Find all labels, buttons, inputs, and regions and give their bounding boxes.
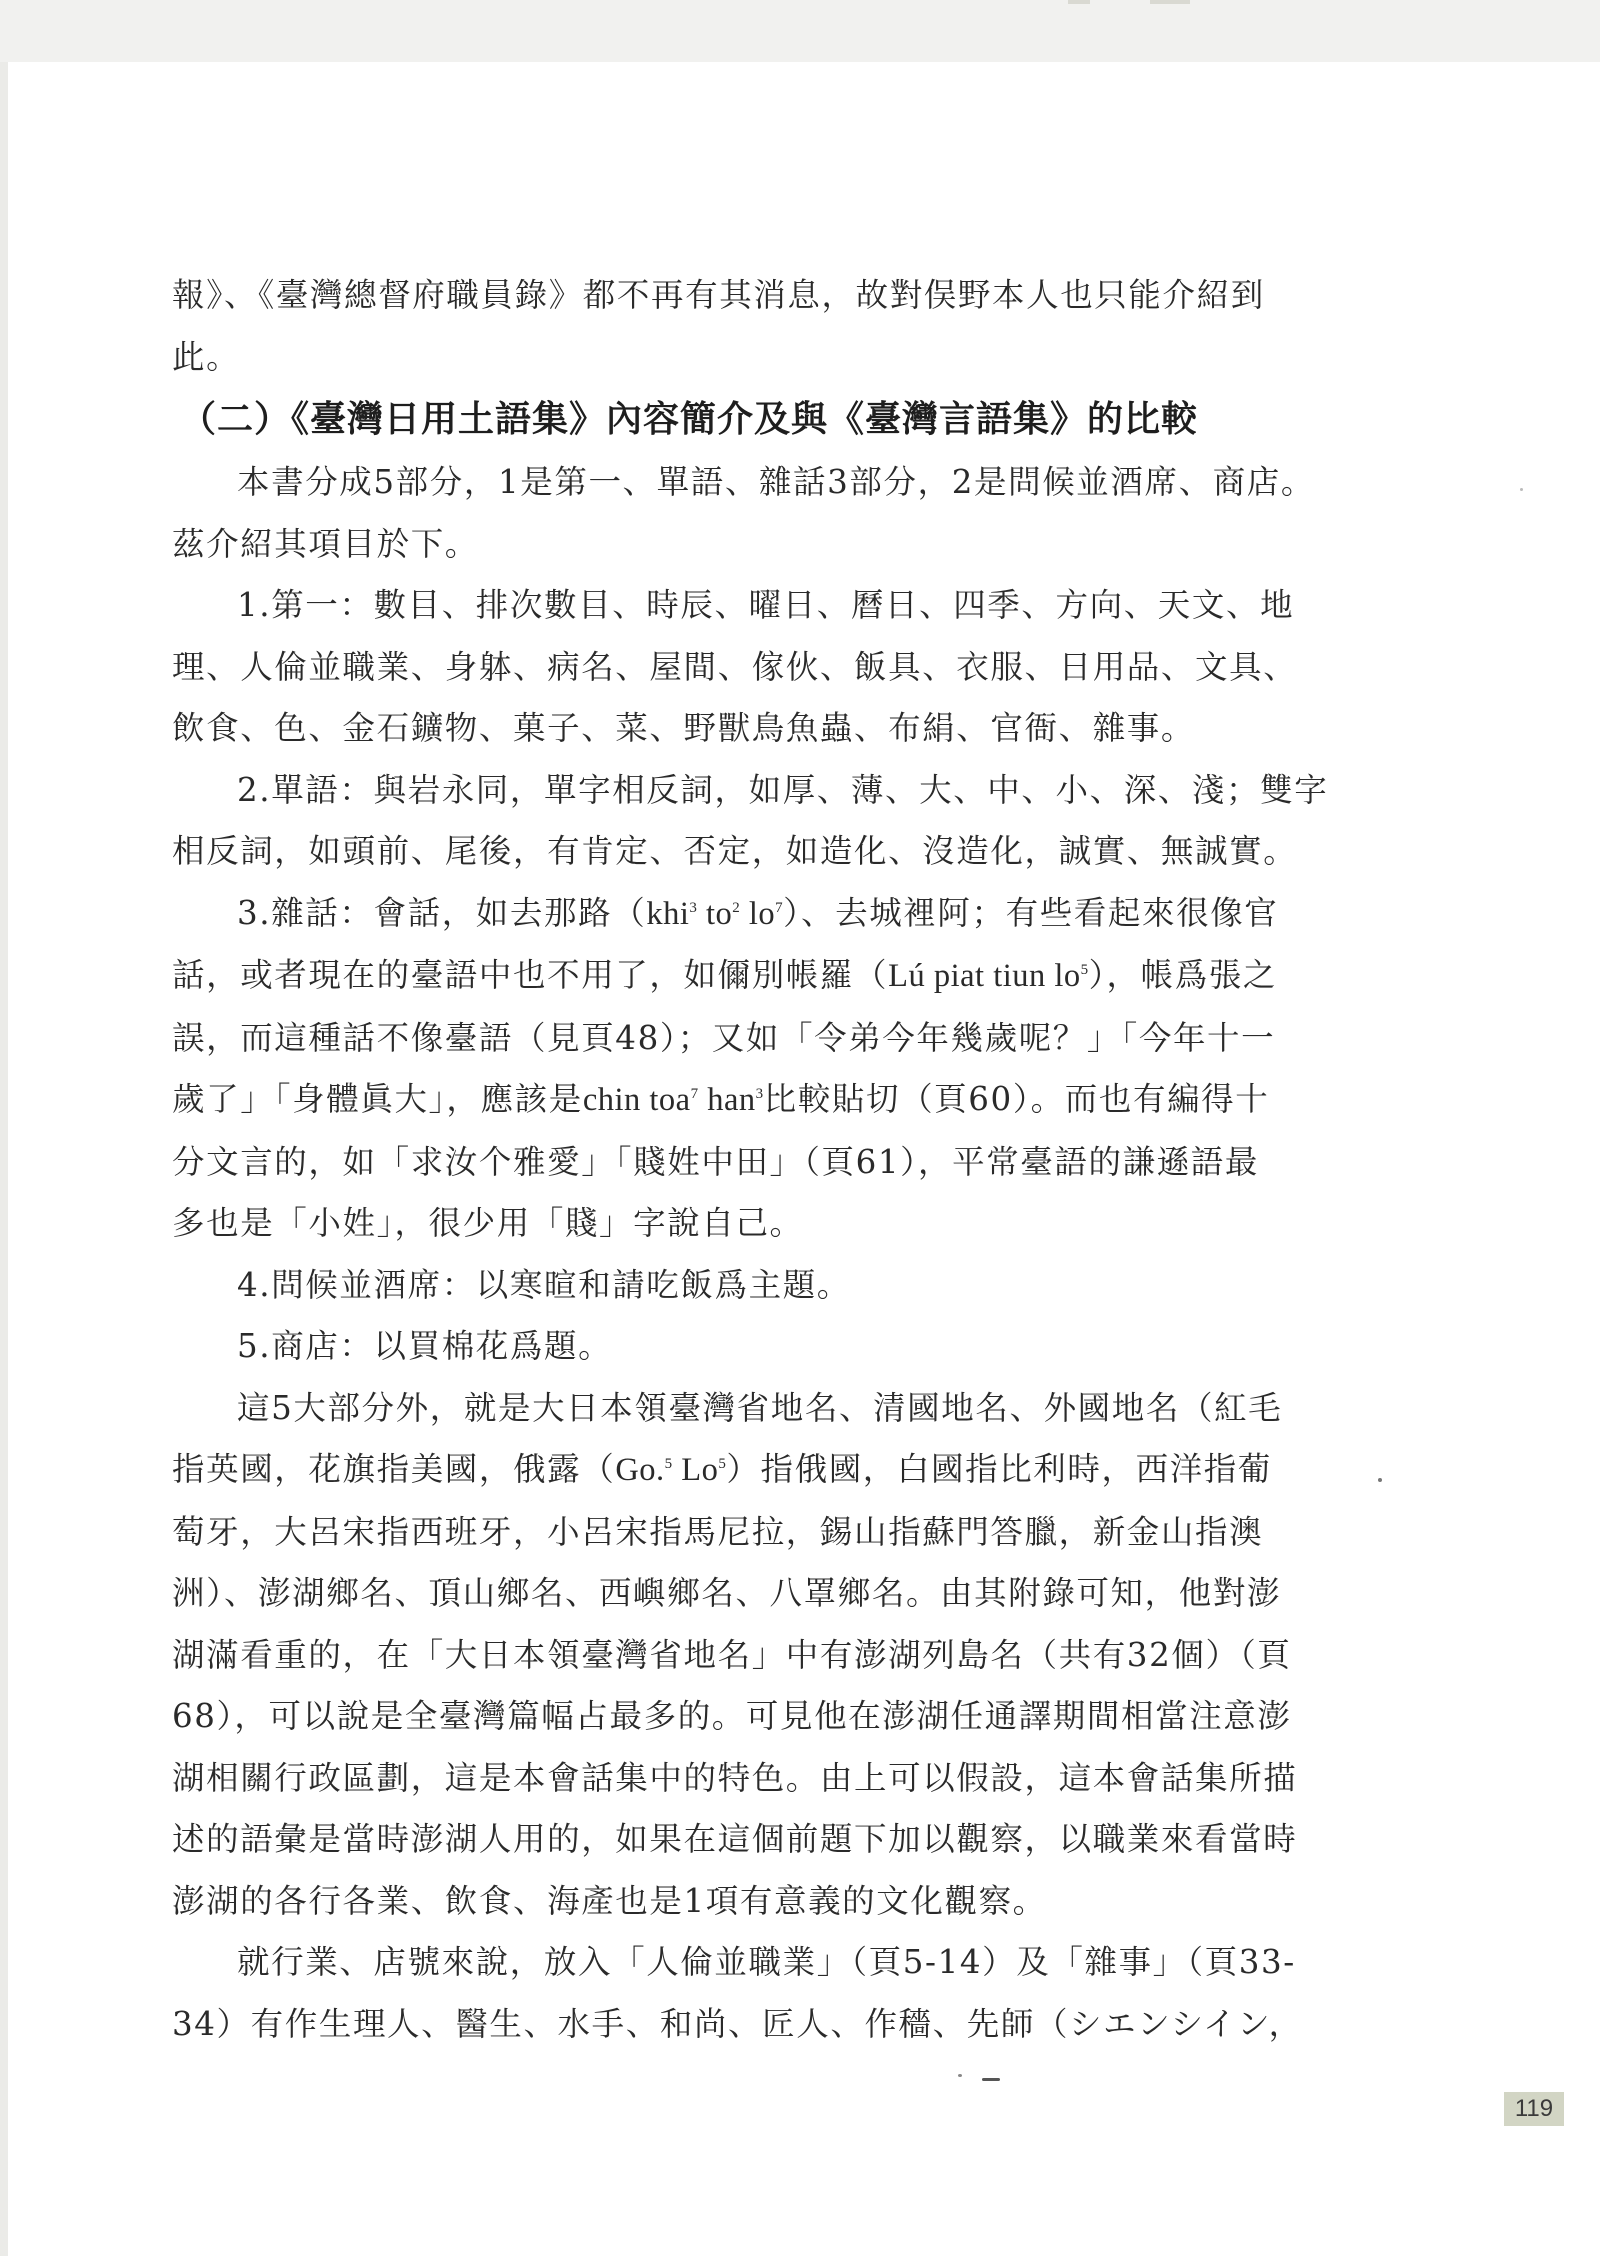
paragraph-continuation: [172, 265, 1358, 388]
text-run: Go.: [615, 1452, 665, 1488]
text-run: ），帳爲張之: [1088, 956, 1278, 994]
text-run: ）指俄國，白國指比利時，西洋指葡: [726, 1450, 1273, 1488]
scan-top-band: [0, 0, 1600, 62]
text-line: 5.商店：以買棉花爲題。: [237, 1327, 613, 1365]
text-run: 3.雜話：會話，如去那路（: [237, 893, 647, 932]
text-line: 2.單語：與岩永同，單字相反詞，如厚、薄、大、中、小、深、淺；雙字: [237, 770, 1329, 809]
text-line: 述的語彙是當時澎湖人用的，如果在這個前題下加以觀察，以職業來看當時: [172, 1820, 1298, 1858]
text-line: [172, 1069, 1358, 1132]
tone-number: 3: [689, 899, 698, 916]
tone-number: 5: [1080, 962, 1089, 978]
text-line: 68），可以說是全臺灣篇幅占最多的。可見他在澎湖任通譯期間相當注意澎: [172, 1697, 1292, 1735]
scan-left-edge: [0, 62, 8, 2256]
romanization: [888, 958, 1089, 994]
text-line: 這5大部分外，就是大日本領臺灣省地名、清國地名、外國地名（紅毛: [237, 1388, 1283, 1427]
text-line: 4.問候並酒席：以寒暄和請吃飯爲主題。: [237, 1265, 851, 1304]
text-run: to: [697, 895, 733, 932]
text-run: khi: [646, 895, 690, 932]
text-run: Lú piat tiun lo: [888, 958, 1081, 994]
romanization: [615, 1452, 726, 1488]
page-number: 119: [1504, 2092, 1564, 2126]
tone-number: 5: [664, 1456, 673, 1472]
text-run: 指英國，花旗指美國，俄露（: [172, 1450, 616, 1488]
scan-speck: [1520, 488, 1523, 491]
scan-speck: [1378, 1478, 1382, 1482]
text-run: ）、去城裡阿；有些看起來很像官: [783, 893, 1279, 932]
text-run: han: [698, 1082, 756, 1118]
text-line: 相反詞，如頭前、尾後，有肯定、否定，如造化、沒造化，誠實、無誠實。: [172, 832, 1298, 870]
paragraph-item-5: [172, 1316, 1358, 1378]
text-line: 湖滿看重的，在「大日本領臺灣省地名」中有澎湖列島名（共有32個）（頁: [172, 1635, 1292, 1674]
text-run: 歲了」「身體眞大」，應該是: [172, 1080, 583, 1118]
text-line: 報》、《臺灣總督府職員錄》都不再有其消息，故對俣野本人也只能介紹到: [172, 276, 1265, 314]
paragraph-item-2: [172, 760, 1358, 883]
text-line: [172, 1439, 1358, 1502]
text-line: 多也是「小姓」，很少用「賤」字說自己。: [172, 1204, 804, 1242]
romanization: [583, 1082, 764, 1118]
scan-top-mark: [1068, 0, 1090, 4]
text-run: Lo: [672, 1452, 719, 1488]
text-line: 34）有作生理人、醫生、水手、和尚、匠人、作穡、先師（シエンシイン，: [172, 2004, 1303, 2043]
paragraph-item-4: [172, 1255, 1358, 1317]
text-run: chin toa: [582, 1082, 691, 1118]
tone-number: 2: [732, 899, 741, 916]
text-run: lo: [740, 895, 776, 932]
scan-speck: [958, 2074, 962, 2077]
text-line: 誤，而這種話不像臺語（見頁48）；又如「令弟今年幾歲呢？」「今年十一: [172, 1018, 1276, 1057]
text-line: 茲介紹其項目於下。: [172, 524, 479, 563]
paragraph-item-3: [172, 883, 1358, 1255]
tone-number: 5: [718, 1456, 727, 1472]
text-line: 本書分成5部分，1是第一、單語、雜話3部分，2是問候並酒席、商店。: [237, 463, 1316, 501]
page-body: [172, 265, 1358, 2055]
text-run: 話，或者現在的臺語中也不用了，如儞別帳羅（: [172, 956, 889, 994]
text-line: 洲）、澎湖鄉名、頂山鄉名、西嶼鄉名、八罩鄉名。由其附錄可知，他對澎: [172, 1574, 1282, 1612]
text-line: 分文言的，如「求汝个雅愛」「賤姓中田」（頁61），平常臺語的謙遜語最: [172, 1142, 1260, 1181]
paragraph-occupations: [172, 1932, 1358, 2055]
text-line: 飲食、色、金石鑛物、菓子、菜、野獸鳥魚蟲、布絹、官衙、雜事。: [172, 709, 1196, 747]
text-line: 澎湖的各行各業、飲食、海產也是1項有意義的文化觀察。: [172, 1881, 1047, 1920]
text-line: [172, 945, 1358, 1008]
tone-number: 7: [690, 1086, 699, 1102]
text-line: [172, 883, 1358, 946]
paragraph-place-names: [172, 1378, 1358, 1933]
text-line: 此。: [172, 337, 241, 376]
scan-speck: [982, 2078, 1000, 2081]
tone-number: 3: [755, 1086, 764, 1102]
text-line: 理、人倫並職業、身躰、病名、屋間、傢伙、飯具、衣服、日用品、文具、: [172, 647, 1298, 686]
text-run: 比較貼切（頁60）。而也有編得十: [763, 1080, 1270, 1118]
romanization: [646, 896, 783, 932]
tone-number: 7: [775, 899, 784, 916]
text-line: 湖相關行政區劃，這是本會話集中的特色。由上可以假設，這本會話集所描: [172, 1758, 1298, 1797]
section-heading: （二）《臺灣日用土語集》內容簡介及與《臺灣言語集》的比較: [180, 399, 1199, 440]
text-line: 萄牙，大呂宋指西班牙，小呂宋指馬尼拉，錫山指蘇門答臘，新金山指澳: [172, 1512, 1264, 1551]
text-line: 就行業、店號來說，放入「人倫並職業」（頁5-14）及「雜事」（頁33-: [237, 1943, 1296, 1981]
paragraph-item-1: [172, 575, 1358, 760]
text-line: 1.第一：數目、排次數目、時辰、曜日、曆日、四季、方向、天文、地: [237, 586, 1295, 624]
paragraph-intro: [172, 452, 1358, 575]
scan-top-mark: [1150, 0, 1190, 4]
